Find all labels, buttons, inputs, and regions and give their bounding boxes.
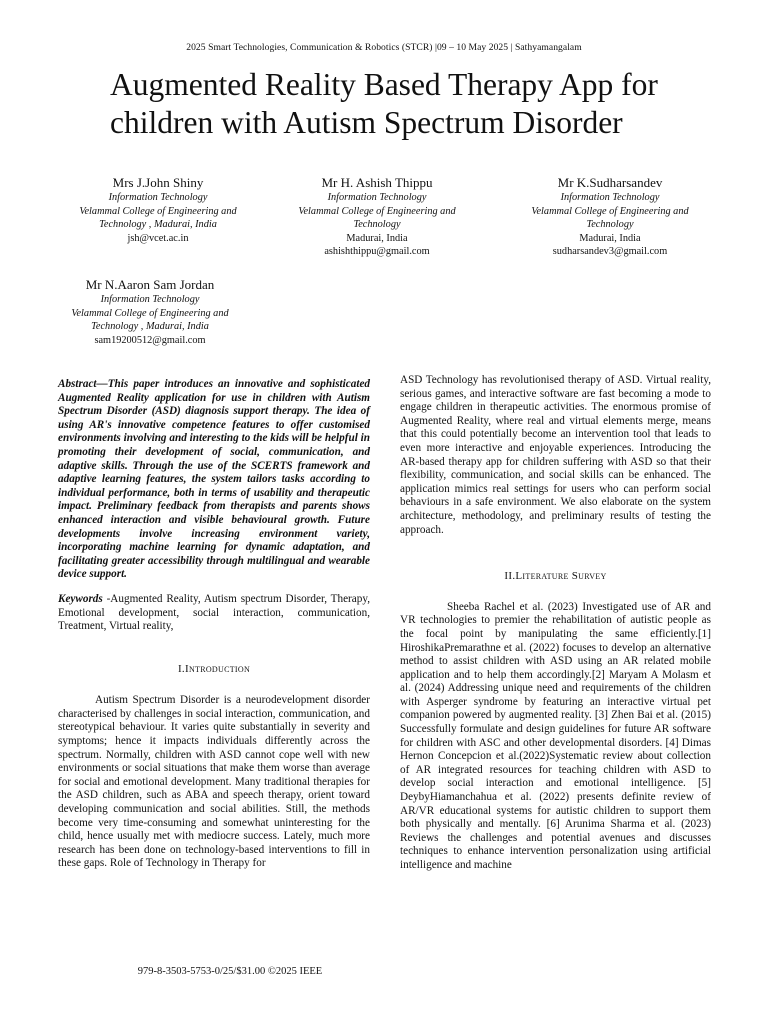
keywords-label: Keywords: [58, 592, 103, 605]
abstract: Abstract—This paper introduces an innovative and sophisticated Augmented Reality application for use in children with Autism Spectrum Disorder (ASD) diagnosis support therapy. The idea of using AR's innovative competence features to offer customised environments involving and interesting to the kids will be helpful in promoting their development of social, communication, and adaptive skills. Through the use of the SCERTS framework and adaptive learning features, the system tailors tasks according to individual performance, both in terms of usability and therapeutic impact. Preliminary feedback from therapists and parents shows enhanced interaction and visible behavioural growth. Future developments involve increasing environment variety, incorporating machine learning for dynamic adaptation, and facilitating greater accessibility through multilingual and wearable device support.: [58, 378, 370, 581]
author-department: Information Technology: [327, 192, 427, 203]
author-location: Madurai, India: [579, 232, 641, 244]
author-email: sam19200512@gmail.com: [94, 334, 206, 346]
author-name: Mrs J.John Shiny: [112, 175, 204, 190]
author-email: sudharsandev3@gmail.com: [552, 246, 668, 258]
keywords-text: -Augmented Reality, Autism spectrum Disorder, Therapy, Emotional development, social interaction, communication, Treatment, Virtual reality,: [58, 592, 370, 633]
author-name: Mr K.Sudharsandev: [557, 175, 663, 190]
copyright-footer: 979-8-3503-5753-0/25/$31.00 ©2025 IEEE: [137, 966, 323, 977]
author-affiliation: Technology: [353, 219, 401, 231]
author-affiliation: Technology , Madurai, India: [91, 321, 209, 333]
body-paragraph: ASD Technology has revolutionised therapy of ASD. Virtual reality, serious games, and interactive software are fast becoming a mode to engage children in therapeutic activities. The enormous promise of Augmented Reality, where real and virtual elements merge, means that this could potentially become an intervention tool that leads to even more interactive and enjoyable experiences. Introducing the AR-based therapy app for children suffering with ASD so that their flexibility, communication, and social skills can be enhanced. The application mimics real settings for users who can perform social behaviours in a safe environment. We also elaborate on the system architecture, methodology, and preliminary results of testing the approach.: [400, 374, 711, 536]
author-name: Mr N.Aaron Sam Jordan: [85, 277, 215, 292]
author-affiliation: Velammal College of Engineering and: [79, 205, 237, 217]
author-affiliation: Technology , Madurai, India: [99, 219, 217, 231]
author-block: [58, 174, 258, 245]
introduction-paragraph: Autism Spectrum Disorder is a neurodevelopment disorder characterised by challenges in social interaction, communication, and stereotypical behaviour. It varies quite substantially in severity and symptoms; hence it impacts individuals differently across the spectrum. Normally, children with ASD cannot cope well with new environments or social situations that make them worse than average for social and emotional development. Many traditional therapies for the ASD children, such as ABA and speech therapy, orient toward developing communication and social abilities. Still, the methods become very time-consuming and somewhat uninteresting for the child, hence usually met with mediocre success. Lately, much more research has been done on technology-based interventions to fill in these gaps. Role of Technology in Therapy for: [58, 694, 370, 870]
paper-title: Augmented Reality Based Therapy App for children with Autism Spectrum Disorder: [110, 67, 658, 140]
right-column: [400, 374, 711, 873]
author-affiliation: Technology: [586, 219, 634, 231]
author-affiliation: Velammal College of Engineering and: [531, 205, 689, 217]
author-affiliation: Velammal College of Engineering and: [298, 205, 456, 217]
author-block: [510, 174, 710, 259]
author-department: Information Technology: [100, 294, 200, 305]
author-email: jsh@vcet.ac.in: [127, 232, 189, 244]
section-heading-literature-survey: II.Literature Survey: [504, 570, 607, 583]
author-block: [277, 174, 477, 259]
author-block: [50, 276, 250, 347]
keywords: [58, 593, 370, 634]
author-name: Mr H. Ashish Thippu: [321, 175, 433, 190]
left-column: [58, 378, 370, 871]
author-department: Information Technology: [560, 192, 660, 203]
section-heading-introduction: I.Introduction: [177, 662, 251, 675]
conference-header: 2025 Smart Technologies, Communication & Robotics (STCR) |09 – 10 May 2025 | Sathyamangalam: [186, 42, 582, 53]
literature-paragraph: Sheeba Rachel et al. (2023) Investigated use of AR and VR technologies to premier the rehabilitation of autistic people as the focal point by manipulating the same efficiently.[1] HiroshikaPremarathne et al. (2022) focuses to develop an alternative method to assist children with ASD using an AR related mobile application and to help them accordingly.[2] Maryam A Molasm et al. (2024) Addressing unique need and requirements of the children with Asperger syndrome by featuring an interactive virtual pet companion powered by augmented reality. [3] Zhen Bai et al. (2015) Successfully formulate and design guidelines for future AR software for children with ASC and other developmental disorders. [4] Dimas Hernon Concepcion et al.(2022)Systematic review about collection of AR integrated resources for teaching children with ASD to develop social interaction and emotional intelligence. [5] DeybyHiamanchahua et al. (2022) presents definite review of AR/VR educational systems for autistic children to support them both physically and mentally. [6] Arunima Sharma et al. (2023) Reviews the challenges and potential avenues and discusses techniques to enhance intervention personalization using artificial intelligence and machine: [400, 600, 711, 871]
author-email: ashishthippu@gmail.com: [324, 246, 430, 258]
author-location: Madurai, India: [346, 232, 408, 244]
author-affiliation: Velammal College of Engineering and: [71, 307, 229, 319]
author-department: Information Technology: [108, 192, 208, 203]
